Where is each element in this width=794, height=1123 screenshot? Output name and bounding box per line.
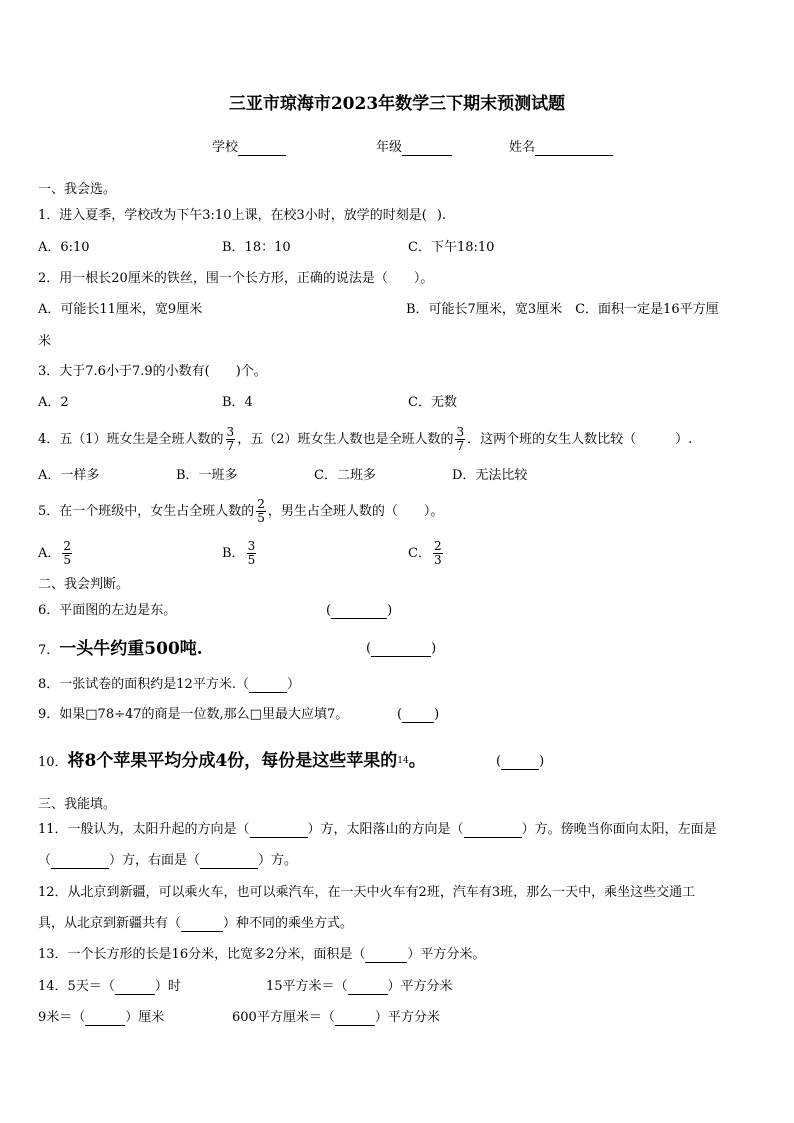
q4-option-d[interactable]: D．无法比较 <box>452 468 528 483</box>
q4-part-2: ，五（2）班女生人数也是全班人数的 <box>237 432 454 447</box>
q4-part-1: 4．五（1）班女生是全班人数的 <box>38 432 224 447</box>
school-blank[interactable] <box>238 143 286 156</box>
question-14-c: 9米＝（ ）厘米 <box>38 1010 165 1025</box>
question-11-line-1: 11．一般认为，太阳升起的方向是（ ）方，太阳落山的方向是（ ）方。傍晚当你面向太阳，左面是 <box>38 822 717 837</box>
q1-option-a[interactable]: A．6:10 <box>38 240 90 255</box>
q7-text: 一头牛约重500吨. <box>59 639 203 659</box>
name-label: 姓名 <box>509 140 536 155</box>
q3-option-a[interactable]: A．2 <box>38 395 69 410</box>
question-7 <box>38 638 203 660</box>
q7-answer[interactable]: ( ) <box>366 641 437 656</box>
question-5 <box>38 494 443 530</box>
q4-part-3: ．这两个班的女生人数比较（ ）. <box>467 432 693 447</box>
question-12-line-1: 12．从北京到新疆，可以乘火车，也可以乘汽车，在一天中火车有2班，汽车有3班，那么一天中，乘坐这些交通工 <box>38 885 696 900</box>
question-13: 13．一个长方形的长是16分米，比宽多2分米，面积是（ ）平方分米。 <box>38 947 486 962</box>
q14-blank-b[interactable] <box>348 982 388 995</box>
q5-b-fraction: $\frac{3}{5}$ <box>247 539 256 567</box>
question-3: 3．大于7.6小于7.9的小数有( )个。 <box>38 364 267 379</box>
q3-option-c[interactable]: C．无数 <box>408 395 457 410</box>
q10-answer[interactable]: ( ) <box>496 754 545 769</box>
q11-blank-3[interactable] <box>51 856 109 869</box>
q11-blank-2[interactable] <box>464 825 522 838</box>
q14-blank-d[interactable] <box>335 1013 375 1026</box>
q4-fraction-2: $\frac{3}{7}$ <box>456 425 465 453</box>
q7-number: 7． <box>38 643 60 658</box>
q2-continuation: 米 <box>38 334 52 349</box>
q5-fraction: $\frac{2}{5}$ <box>257 497 265 525</box>
question-14-b: 15平方米＝（ ）平方分米 <box>266 979 453 994</box>
q14-blank-a[interactable] <box>115 982 155 995</box>
question-1 <box>38 208 446 224</box>
q10-text: 将8个苹果平均分成4份，每份是这些苹果的 <box>67 751 398 771</box>
q10-fraction-num: 1 <box>397 756 403 766</box>
q4-option-b[interactable]: B．一班多 <box>176 468 238 483</box>
question-14-a: 14．5天＝（ ）时 <box>38 979 181 994</box>
q4-option-c[interactable]: C．二班多 <box>314 468 376 483</box>
q9-answer[interactable]: ( ) <box>397 707 440 722</box>
q6-answer[interactable]: ( ) <box>326 603 393 618</box>
q3-option-b[interactable]: B．4 <box>222 395 253 410</box>
q11-blank-1[interactable] <box>250 825 308 838</box>
q5-option-b[interactable]: B． $\frac{3}{5}$ <box>222 539 256 567</box>
name-blank[interactable] <box>535 143 613 156</box>
question-11-line-2: （ ）方，右面是（ ）方。 <box>38 853 298 868</box>
q13-blank[interactable] <box>365 950 407 963</box>
question-12-line-2: 具，从北京到新疆共有（ ）种不同的乘坐方式。 <box>38 916 354 931</box>
grade-blank[interactable] <box>402 143 452 156</box>
question-10: 10．将8个苹果平均分成4份，每份是这些苹果的$^1$4。 <box>38 751 426 771</box>
q1-option-c[interactable]: C．下午18:10 <box>408 240 495 255</box>
q1-text: 1．进入夏季，学校改为下午3:10上课，在校3小时，放学的时刻是( <box>38 208 427 223</box>
q5-option-c[interactable]: C． $\frac{2}{3}$ <box>408 539 442 567</box>
school-field <box>212 140 286 156</box>
name-field <box>509 140 613 156</box>
section-1-heading: 一、我会选。 <box>38 182 117 197</box>
section-2-heading: 二、我会判断。 <box>38 577 130 592</box>
q14-blank-c[interactable] <box>85 1013 125 1026</box>
q12-blank[interactable] <box>181 919 223 932</box>
q4-fraction-1: $\frac{3}{7}$ <box>226 425 235 453</box>
q5-part-1: 5．在一个班级中，女生占全班人数的 <box>38 504 255 519</box>
q10-fraction-den: 4 <box>402 756 409 766</box>
q4-option-a[interactable]: A．一样多 <box>38 468 100 483</box>
q10-number: 10． <box>38 755 68 770</box>
question-14-d: 600平方厘米＝（ ）平方分米 <box>232 1010 440 1025</box>
grade-field <box>376 140 452 156</box>
q5-a-fraction: $\frac{2}{5}$ <box>63 539 72 567</box>
q1-option-b[interactable]: B．18：10 <box>222 240 291 255</box>
q5-c-fraction: $\frac{2}{3}$ <box>433 539 442 567</box>
section-3-heading: 三、我能填。 <box>38 797 117 812</box>
school-label: 学校 <box>212 140 239 155</box>
question-6: 6．平面图的左边是东。 <box>38 603 177 618</box>
question-2: 2．用一根长20厘米的铁丝，围一个长方形，正确的说法是（ ）。 <box>38 271 434 286</box>
page-title: 三亚市琼海市2023年数学三下期末预测试题 <box>228 94 566 114</box>
q2-option-a[interactable]: A．可能长11厘米，宽9厘米 <box>38 302 203 317</box>
q11-blank-4[interactable] <box>200 856 258 869</box>
grade-label: 年级 <box>376 140 403 155</box>
q1-end: ). <box>436 208 447 223</box>
question-4 <box>38 422 692 458</box>
question-9: 9．如果□78÷47的商是一位数,那么□里最大应填7。 <box>38 707 349 722</box>
q5-option-a[interactable]: A． $\frac{2}{5}$ <box>38 539 72 567</box>
q2-option-bc[interactable]: B．可能长7厘米，宽3厘米 C．面积一定是16平方厘 <box>406 302 719 317</box>
question-8: 8．一张试卷的面积约是12平方米.（ ） <box>38 677 300 692</box>
q8-answer-blank[interactable] <box>249 680 287 693</box>
q5-part-2: ，男生占全班人数的（ ）。 <box>267 504 444 519</box>
